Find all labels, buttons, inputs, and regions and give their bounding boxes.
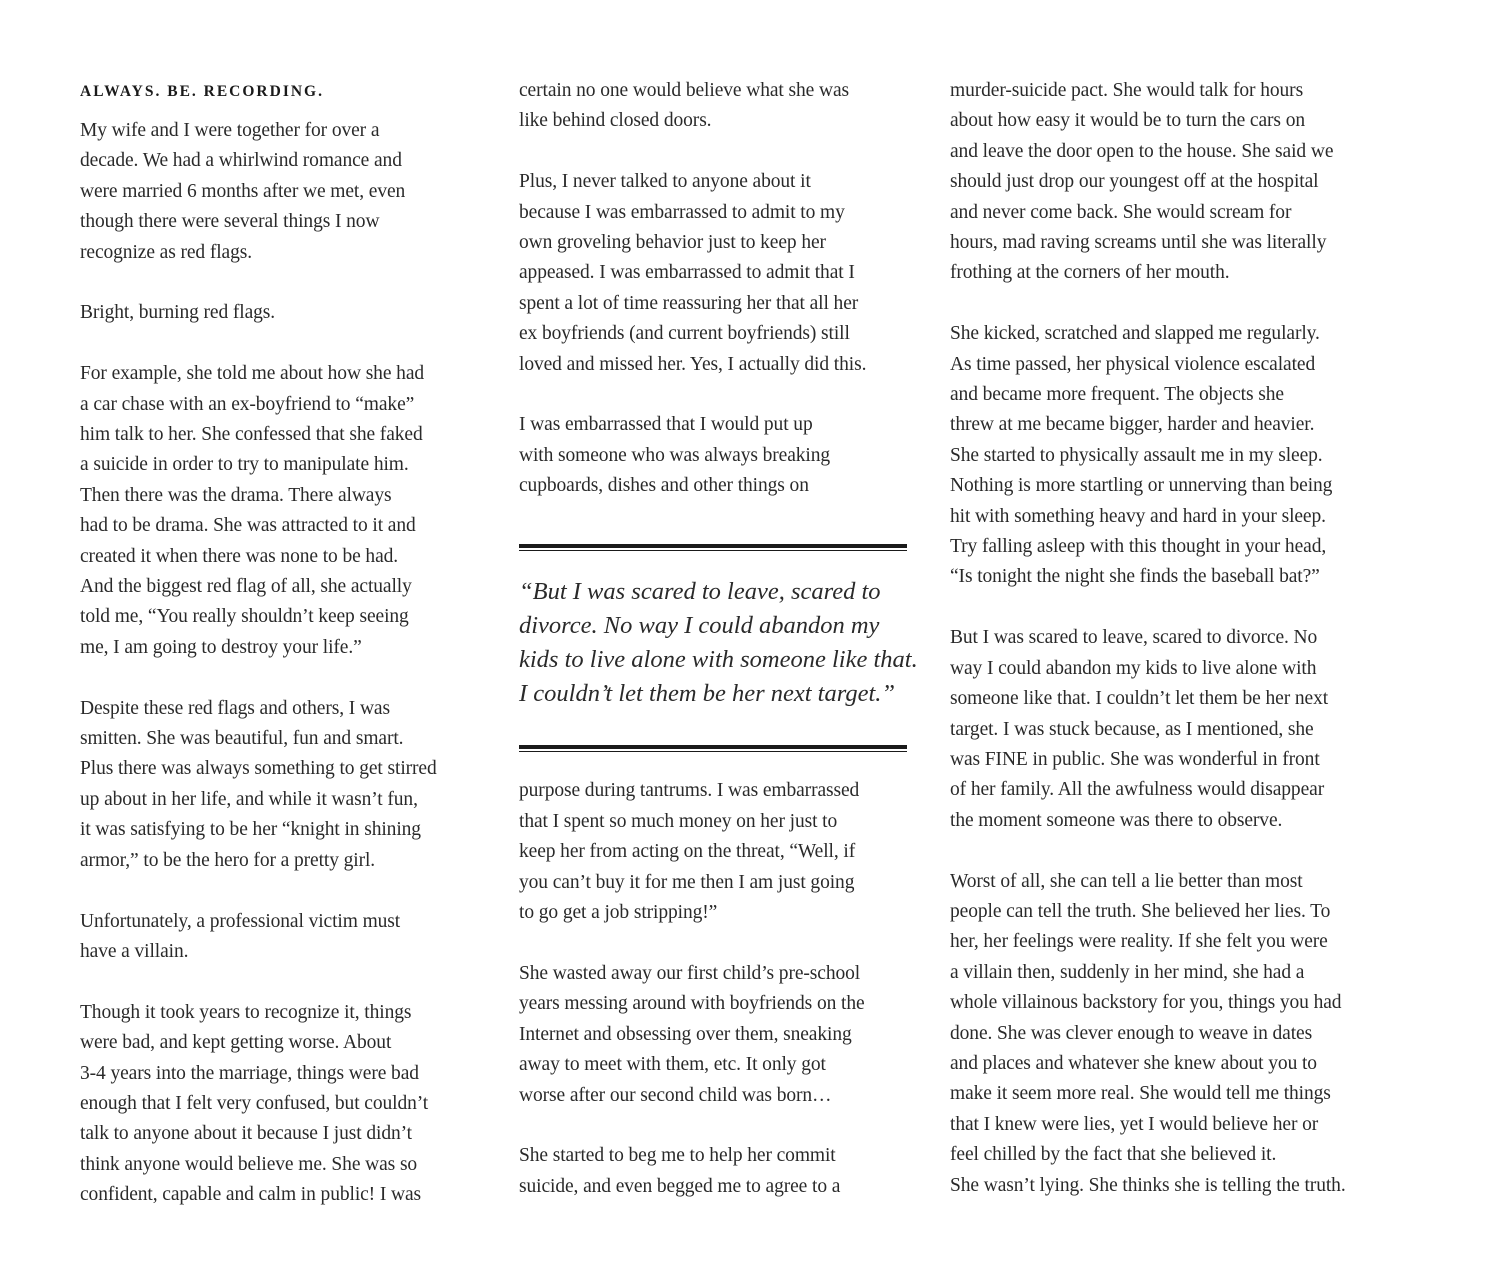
text-line: that I spent so much money on her just to xyxy=(519,810,838,832)
text-line: My wife and I were together for over a xyxy=(80,120,380,141)
text-line: decade. We had a whirlwind romance and xyxy=(80,150,402,172)
text-line: should just drop our youngest off at the hospital xyxy=(950,171,1319,193)
text-line: Internet and obsessing over them, sneaking xyxy=(519,1023,852,1045)
text-line: spent a lot of time reassuring her that all her xyxy=(519,292,859,314)
paragraph-gap xyxy=(519,137,911,167)
text-line: enough that I felt very confused, but couldn’t xyxy=(80,1092,429,1114)
text-line: ex boyfriends (and current boyfriends) still xyxy=(519,323,850,345)
text-line: armor,” to be the hero for a pretty girl. xyxy=(80,849,376,871)
paragraph-gap xyxy=(80,329,480,359)
pullquote xyxy=(519,575,918,712)
text-line: murder-suicide pact. She would talk for hours xyxy=(950,80,1304,101)
pullquote-line: I couldn’t let them be her next target.” xyxy=(519,680,896,708)
paragraph-gap xyxy=(80,663,480,693)
text-line: and never come back. She would scream for xyxy=(950,201,1292,223)
text-line: loved and missed her. Yes, I actually did this. xyxy=(519,353,867,375)
text-line: years messing around with boyfriends on the xyxy=(519,993,865,1015)
text-line: Though it took years to recognize it, things xyxy=(80,1001,412,1023)
text-line: had to be drama. She was attracted to it and xyxy=(80,515,416,537)
paragraph-gap xyxy=(80,967,480,997)
text-line: that I knew were lies, yet I would believe her or xyxy=(950,1113,1319,1135)
paragraph-gap xyxy=(519,380,911,410)
text-line: Nothing is more startling or unnerving than being xyxy=(950,475,1333,497)
pullquote-line: divorce. No way I could abandon my xyxy=(519,611,880,639)
text-line: a car chase with an ex-boyfriend to “make” xyxy=(80,393,415,415)
text-line: hit with something heavy and hard in your sleep. xyxy=(950,505,1326,527)
text-line: “Is tonight the night she finds the baseball bat?” xyxy=(950,566,1320,588)
text-line: to go get a job stripping!” xyxy=(519,902,718,924)
text-line: Despite these red flags and others, I was xyxy=(80,697,390,719)
text-line: up about in her life, and while it wasn’t fun, xyxy=(80,788,418,810)
text-line: away to meet with them, etc. It only got xyxy=(519,1054,826,1076)
text-line: She started to beg me to help her commit xyxy=(519,1145,836,1167)
text-line: confident, capable and calm in public! I was xyxy=(80,1184,422,1206)
column-two-text-top xyxy=(519,76,911,502)
text-line: She wasted away our first child’s pre-school xyxy=(519,962,861,984)
text-line: way I could abandon my kids to live alone with xyxy=(950,657,1317,679)
text-line: cupboards, dishes and other things on xyxy=(519,475,809,497)
text-line: make it seem more real. She would tell me things xyxy=(950,1083,1331,1105)
text-line: And the biggest red flag of all, she actually xyxy=(80,576,412,598)
text-line: Unfortunately, a professional victim must xyxy=(80,910,401,932)
text-line: As time passed, her physical violence escalated xyxy=(950,353,1316,375)
text-line: She started to physically assault me in my sleep. xyxy=(950,444,1323,466)
column-three-text xyxy=(950,76,1390,1201)
text-line: and places and whatever she knew about you to xyxy=(950,1052,1317,1074)
text-line: were married 6 months after we met, even xyxy=(80,180,406,202)
text-line: him talk to her. She confessed that she faked xyxy=(80,424,423,446)
text-line: Plus, I never talked to anyone about it xyxy=(519,171,811,193)
text-line: her, her feelings were reality. If she felt you were xyxy=(950,931,1328,953)
text-line: like behind closed doors. xyxy=(519,110,712,132)
text-line: smitten. She was beautiful, fun and smart. xyxy=(80,728,404,750)
text-line: people can tell the truth. She believed her lies. To xyxy=(950,900,1331,922)
text-line: a villain then, suddenly in her mind, she had a xyxy=(950,961,1305,983)
pullquote-bottom-rule xyxy=(519,745,907,752)
text-line: hours, mad raving screams until she was literally xyxy=(950,232,1327,254)
text-line: appeased. I was embarrassed to admit that I xyxy=(519,262,855,284)
text-line: recognize as red flags. xyxy=(80,241,253,263)
column-three xyxy=(950,76,1390,1201)
paragraph-gap xyxy=(950,836,1390,866)
paragraph-gap xyxy=(80,876,480,906)
text-line: Plus there was always something to get stirred xyxy=(80,758,437,780)
text-line: have a villain. xyxy=(80,940,189,962)
text-line: though there were several things I now xyxy=(80,211,380,233)
text-line: whole villainous backstory for you, things you had xyxy=(950,992,1342,1014)
section-kicker: ALWAYS. BE. RECORDING. xyxy=(80,83,324,100)
text-line: For example, she told me about how she had xyxy=(80,363,425,385)
paragraph-gap xyxy=(950,289,1390,319)
pullquote-top-rule xyxy=(519,544,907,551)
text-line: you can’t buy it for me then I am just going xyxy=(519,871,855,893)
text-line: frothing at the corners of her mouth. xyxy=(950,262,1230,284)
text-line: told me, “You really shouldn’t keep seeing xyxy=(80,606,409,628)
text-line: I was embarrassed that I would put up xyxy=(519,414,813,436)
paragraph-gap xyxy=(519,1111,911,1141)
text-line: suicide, and even begged me to agree to a xyxy=(519,1175,841,1197)
text-line: it was satisfying to be her “knight in shining xyxy=(80,819,421,841)
text-line: created it when there was none to be had. xyxy=(80,545,399,567)
text-line: She kicked, scratched and slapped me regularly. xyxy=(950,323,1320,345)
text-line: purpose during tantrums. I was embarrassed xyxy=(519,780,860,802)
text-line: Then there was the drama. There always xyxy=(80,484,392,506)
pullquote-line: kids to live alone with someone like that. xyxy=(519,646,918,674)
text-line: threw at me became bigger, harder and heavier. xyxy=(950,414,1315,436)
text-line: done. She was clever enough to weave in dates xyxy=(950,1022,1313,1044)
text-line: think anyone would believe me. She was so xyxy=(80,1153,418,1175)
text-line: someone like that. I couldn’t let them be her next xyxy=(950,688,1329,710)
text-line: and became more frequent. The objects she xyxy=(950,384,1284,406)
text-line: target. I was stuck because, as I mentioned, she xyxy=(950,718,1314,740)
text-line: certain no one would believe what she was xyxy=(519,80,849,101)
paragraph-gap xyxy=(80,268,480,298)
text-line: talk to anyone about it because I just didn’t xyxy=(80,1123,412,1145)
text-line: Worst of all, she can tell a lie better than most xyxy=(950,870,1303,892)
text-line: But I was scared to leave, scared to divorce. No xyxy=(950,627,1318,649)
text-line: Try falling asleep with this thought in your head, xyxy=(950,536,1327,558)
text-line: a suicide in order to try to manipulate him. xyxy=(80,454,409,476)
text-line: because I was embarrassed to admit to my xyxy=(519,201,845,223)
paragraph-gap xyxy=(950,593,1390,623)
text-line: She wasn’t lying. She thinks she is telling the truth. xyxy=(950,1174,1346,1196)
text-line: of her family. All the awfulness would disappear xyxy=(950,779,1325,801)
column-two xyxy=(519,76,918,1202)
text-line: was FINE in public. She was wonderful in front xyxy=(950,748,1320,770)
text-line: worse after our second child was born… xyxy=(519,1084,832,1106)
text-line: with someone who was always breaking xyxy=(519,444,831,466)
text-line: were bad, and kept getting worse. About xyxy=(80,1032,392,1054)
text-line: about how easy it would be to turn the cars on xyxy=(950,110,1305,132)
paragraph-gap xyxy=(519,929,911,959)
text-line: the moment someone was there to observe. xyxy=(950,809,1283,831)
column-two-text-bottom xyxy=(519,776,911,1202)
pullquote-line: “But I was scared to leave, scared to xyxy=(519,577,881,605)
text-line: me, I am going to destroy your life.” xyxy=(80,636,362,658)
column-one-text xyxy=(80,116,480,1211)
text-line: 3-4 years into the marriage, things were bad xyxy=(80,1062,419,1084)
column-one xyxy=(80,76,480,1211)
text-line: feel chilled by the fact that she believed it. xyxy=(950,1144,1277,1166)
text-line: keep her from acting on the threat, “Well, if xyxy=(519,841,856,863)
text-line: own groveling behavior just to keep her xyxy=(519,232,826,254)
text-line: and leave the door open to the house. She said we xyxy=(950,140,1334,162)
text-line: Bright, burning red flags. xyxy=(80,302,276,324)
